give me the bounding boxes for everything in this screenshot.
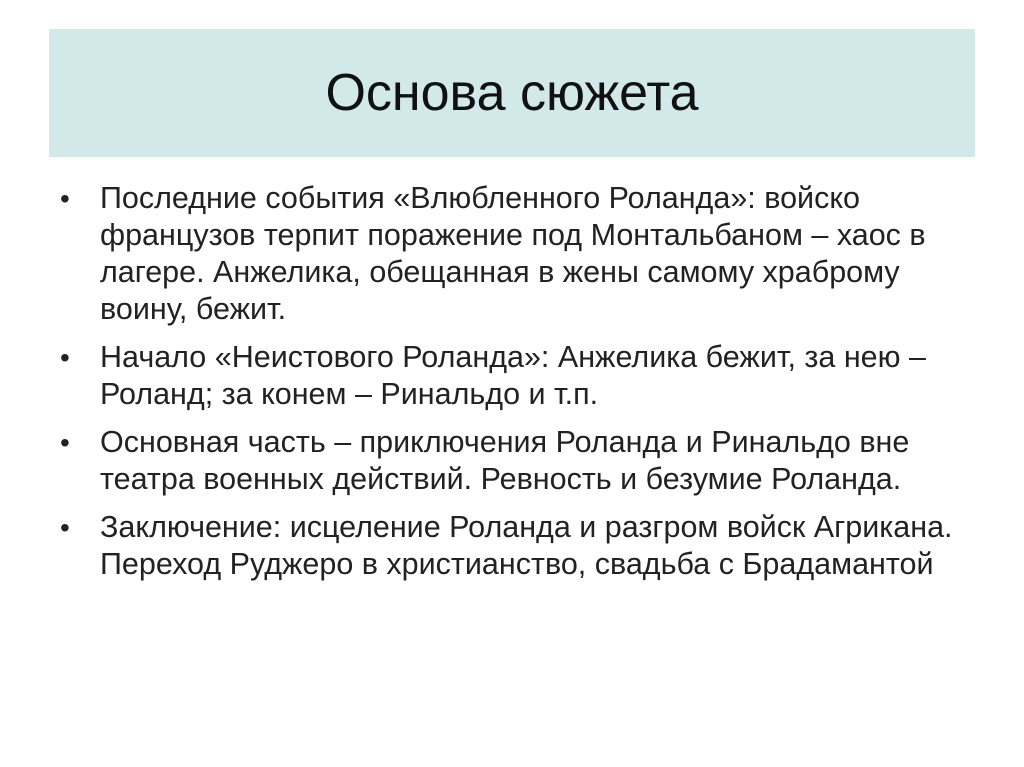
bullet-text: Начало «Неистового Роланда»: Анжелика бежит, за нею – Роланд; за конем – Ринальдо и т.п. (100, 340, 926, 411)
list-item (60, 509, 960, 583)
bullet-text: Заключение: исцеление Роланда и разгром войск Агрикана. Переход Руджеро в христианство, свадьба с Брадамантой (100, 510, 953, 581)
slide-title: Основа сюжета (325, 64, 699, 122)
title-band (49, 29, 975, 157)
bullet-text: Последние события «Влюбленного Роланда»: войско французов терпит поражение под Монтальбаном – хаос в лагере. Анжелика, обещанная в жены самому храброму воину, бежит. (100, 181, 926, 326)
bullet-icon: • (60, 512, 70, 543)
bullet-icon: • (60, 427, 70, 458)
bullet-text: Основная часть – приключения Роланда и Ринальдо вне театра военных действий. Ревность и безумие Роланда. (100, 425, 910, 496)
bullet-icon: • (60, 183, 70, 214)
bullet-list (60, 180, 960, 594)
list-item (60, 424, 960, 498)
bullet-icon: • (60, 342, 70, 373)
list-item (60, 339, 960, 413)
list-item (60, 180, 960, 328)
